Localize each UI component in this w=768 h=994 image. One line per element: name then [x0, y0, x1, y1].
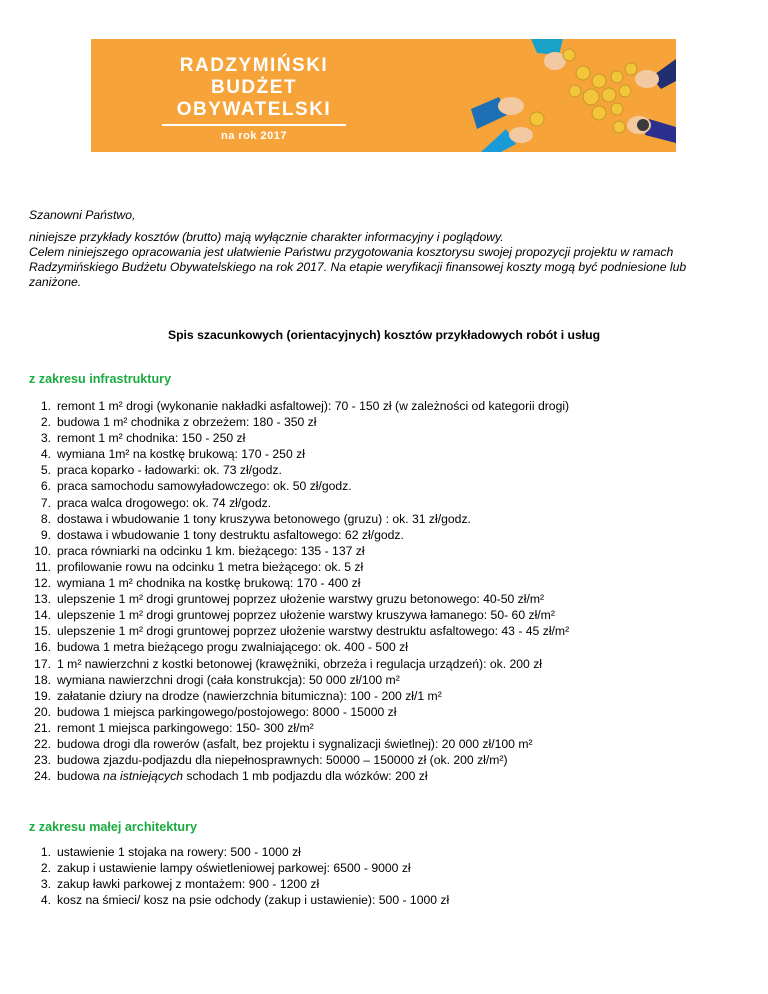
list-item	[29, 736, 569, 752]
list-item	[29, 720, 569, 736]
list-item	[29, 543, 569, 559]
list-item	[29, 511, 569, 527]
list-item-text: remont 1 m² chodnika: 150 - 250 zł	[57, 431, 246, 446]
list-item-number: 4.	[40, 893, 51, 908]
banner-divider	[162, 124, 346, 126]
list-item-number: 16.	[34, 640, 51, 655]
list-item-number: 7.	[40, 495, 51, 510]
list-item	[29, 623, 569, 639]
list-item-number: 15.	[34, 624, 51, 639]
list-item	[29, 860, 449, 876]
list-item-text: budowa 1 miejsca parkingowego/postojowego: 8000 - 15000 zł	[57, 704, 397, 719]
list-item-number: 24.	[34, 769, 51, 784]
list-item-number: 3.	[40, 877, 51, 892]
hands-with-coins-icon	[471, 39, 676, 152]
banner-title-line1: RADZYMIŃSKI	[179, 55, 329, 76]
budget-banner	[91, 39, 676, 152]
list-item-number: 6.	[40, 479, 51, 494]
list-item	[29, 575, 569, 591]
list-item-number: 2.	[40, 415, 51, 430]
list-item	[29, 704, 569, 720]
list-item-number: 23.	[34, 753, 51, 768]
list-item	[29, 430, 569, 446]
banner-year: na rok 2017	[220, 130, 288, 142]
intro-line: niniejsze przykłady kosztów (brutto) mają wyłącznie charakter informacyjny i poglądowy.	[29, 230, 504, 244]
banner-title-line2: BUDŻET	[210, 77, 298, 98]
list-item-number: 4.	[40, 447, 51, 462]
list-item-text: praca koparko - ładowarki: ok. 73 zł/godz.	[57, 463, 282, 478]
list-item	[29, 462, 569, 478]
intro-paragraph	[29, 230, 739, 290]
list-item	[29, 398, 569, 414]
list-item-text: budowa drogi dla rowerów (asfalt, bez projektu i sygnalizacji świetlnej): 20 000 zł/100 m²	[57, 736, 533, 751]
list-item-number: 20.	[34, 704, 51, 719]
list-item	[29, 892, 449, 908]
list-item-number: 3.	[40, 431, 51, 446]
list-item-text: praca samochodu samowyładowczego: ok. 50 zł/godz.	[57, 479, 352, 494]
list-item	[29, 414, 569, 430]
section-title-small-architecture: z zakresu małej architektury	[29, 820, 197, 834]
list-item-text: ustawienie 1 stojaka na rowery: 500 - 1000 zł	[57, 845, 301, 859]
list-item-text: budowa 1 metra bieżącego progu zwalniającego: ok. 400 - 500 zł	[57, 640, 408, 655]
list-item-number: 18.	[34, 672, 51, 687]
list-item-number: 9.	[40, 527, 51, 542]
list-item	[29, 559, 569, 575]
list-item	[29, 876, 449, 892]
banner-title-line3: OBYWATELSKI	[176, 99, 332, 120]
list-item-text: ulepszenie 1 m² drogi gruntowej poprzez ułożenie warstwy gruzu betonowego: 40-50 zł/m²	[57, 592, 545, 607]
list-item	[29, 591, 569, 607]
section-title-infrastructure: z zakresu infrastruktury	[29, 372, 172, 386]
list-item-number: 13.	[34, 592, 51, 607]
salutation: Szanowni Państwo,	[29, 208, 136, 222]
list-item	[29, 639, 569, 655]
list-item	[29, 672, 569, 688]
cost-list-heading: Spis szacunkowych (orientacyjnych) kosztów przykładowych robót i usług	[167, 328, 601, 342]
list-item-number: 17.	[34, 656, 51, 671]
infrastructure-cost-list	[29, 398, 569, 784]
list-item-text: ulepszenie 1 m² drogi gruntowej poprzez ułożenie warstwy kruszywa łamanego: 50- 60 zł/m²	[57, 608, 555, 623]
list-item-text: profilowanie rowu na odcinku 1 metra bieżącego: ok. 5 zł	[57, 559, 364, 574]
list-item-number: 1.	[40, 399, 51, 413]
list-item-text: dostawa i wbudowanie 1 tony kruszywa betonowego (gruzu) : ok. 31 zł/godz.	[57, 511, 471, 526]
list-item	[29, 446, 569, 462]
list-item	[29, 656, 569, 672]
list-item-text: zakup i ustawienie lampy oświetleniowej parkowej: 6500 - 9000 zł	[57, 861, 411, 876]
intro-line: Radzymińskiego Budżetu Obywatelskiego na rok 2017. Na etapie weryfikacji finansowej koszty mogą być podniesione lub	[29, 260, 687, 274]
list-item-text: dostawa i wbudowanie 1 tony destruktu asfaltowego: 62 zł/godz.	[57, 527, 404, 542]
list-item	[29, 607, 569, 623]
list-item-text: remont 1 m² drogi (wykonanie nakładki asfaltowej): 70 - 150 zł (w zależności od kategorii drogi)	[57, 399, 570, 413]
list-item	[29, 844, 449, 860]
list-item	[29, 527, 569, 543]
list-item-number: 11.	[34, 559, 51, 574]
list-item-text: wymiana 1m² na kostkę brukową: 170 - 250 zł	[57, 447, 305, 462]
list-item-text: wymiana 1 m² chodnika na kostkę brukową: 170 - 400 zł	[57, 576, 361, 591]
list-item-number: 8.	[40, 511, 51, 526]
intro-line: zaniżone.	[29, 275, 82, 289]
list-item-text: budowa 1 m² chodnika z obrzeżem: 180 - 350 zł	[57, 415, 317, 430]
list-item-number: 19.	[34, 688, 51, 703]
list-item-text: ulepszenie 1 m² drogi gruntowej poprzez ułożenie warstwy destruktu asfaltowego: 43 - 45 zł/m²	[57, 624, 570, 639]
list-item	[29, 768, 569, 784]
list-item-text: remont 1 miejsca parkingowego: 150- 300 zł/m²	[57, 720, 314, 735]
list-item-text: praca walca drogowego: ok. 74 zł/godz.	[57, 495, 272, 510]
banner-title-box	[159, 49, 349, 141]
list-item-text: kosz na śmieci/ kosz na psie odchody (zakup i ustawienie): 500 - 1000 zł	[57, 893, 450, 908]
list-item-number: 5.	[40, 463, 51, 478]
list-item	[29, 495, 569, 511]
list-item-number: 2.	[40, 861, 51, 876]
list-item-text: załatanie dziury na drodze (nawierzchnia bitumiczna): 100 - 200 zł/1 m²	[57, 688, 442, 703]
list-item-text: 1 m² nawierzchni z kostki betonowej (krawężniki, obrzeża i regulacja urządzeń): ok. 200 zł	[57, 656, 543, 671]
list-item-text: praca równiarki na odcinku 1 km. bieżącego: 135 - 137 zł	[57, 543, 365, 558]
small-architecture-cost-list	[29, 844, 449, 908]
list-item-text: budowa na istniejących schodach 1 mb podjazdu dla wózków: 200 zł	[57, 769, 428, 784]
list-item	[29, 688, 569, 704]
intro-line: Celem niniejszego opracowania jest ułatwienie Państwu przygotowania kosztorysu swojej propozycji projektu w ramach	[29, 245, 674, 259]
list-item-text: wymiana nawierzchni drogi (cała konstrukcja): 50 000 zł/100 m²	[57, 672, 400, 687]
list-item	[29, 752, 569, 768]
emphasis-text: na istniejących	[103, 769, 184, 784]
list-item-number: 1.	[40, 845, 51, 859]
list-item-text: budowa zjazdu-podjazdu dla niepełnosprawnych: 50000 – 150000 zł (ok. 200 zł/m²)	[57, 753, 508, 768]
list-item	[29, 478, 569, 494]
list-item-number: 12.	[34, 576, 51, 591]
list-item-number: 10.	[34, 543, 51, 558]
list-item-number: 21.	[34, 720, 51, 735]
list-item-number: 14.	[34, 608, 51, 623]
list-item-number: 22.	[34, 736, 51, 751]
list-item-text: zakup ławki parkowej z montażem: 900 - 1200 zł	[57, 877, 320, 892]
